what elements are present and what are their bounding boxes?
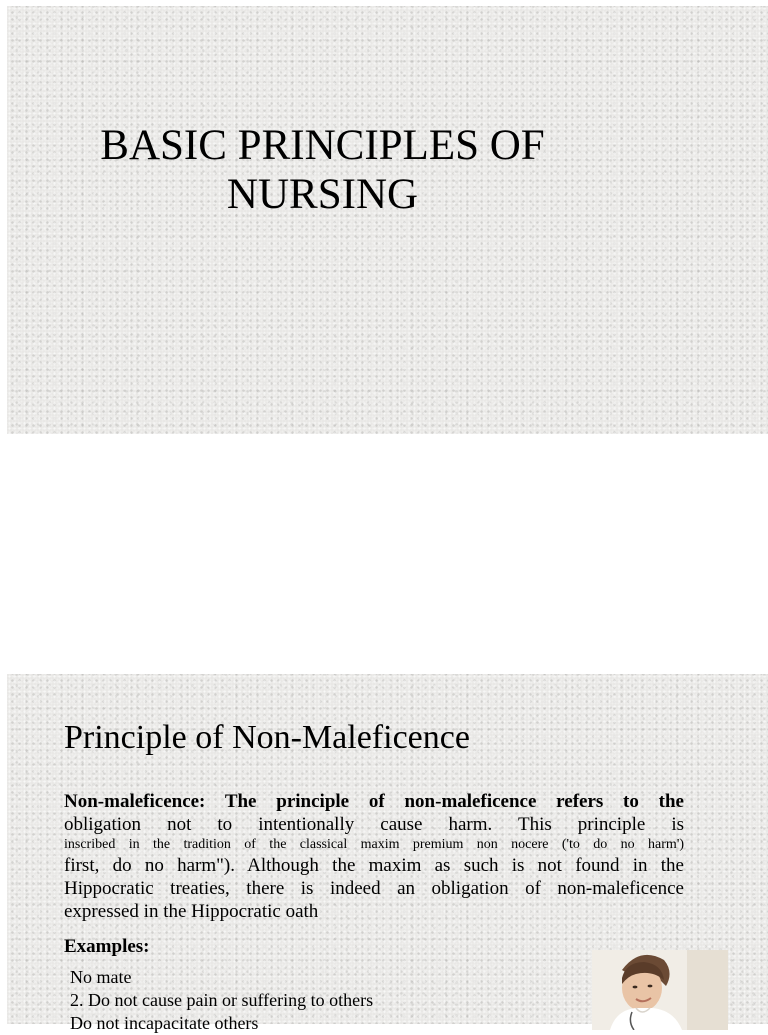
- content-slide: [7, 674, 768, 1033]
- nurse-photo: [592, 950, 728, 1030]
- paragraph-line: first, do no harm"). Although the maxim as such is not found in the: [64, 855, 684, 876]
- slide-title-line-1: BASIC PRINCIPLES OF: [100, 122, 545, 169]
- title-slide: [7, 6, 768, 434]
- list-item: No mate: [70, 967, 132, 987]
- paragraph-line: obligation not to intentionally cause harm. This principle is: [64, 814, 684, 835]
- list-item: Do not incapacitate others: [70, 1013, 259, 1033]
- slide-heading: Principle of Non-Maleficence: [64, 719, 470, 756]
- paragraph-line: expressed in the Hippocratic oath: [64, 901, 319, 922]
- slide-title-line-2: NURSING: [226, 171, 419, 218]
- paragraph-line: Hippocratic treaties, there is indeed an obligation of non-maleficence: [64, 878, 684, 899]
- list-item: 2. Do not cause pain or suffering to others: [70, 990, 374, 1010]
- examples-label: Examples:: [64, 936, 150, 957]
- definition-paragraph: [64, 790, 684, 923]
- paragraph-line-bold: Non-maleficence: The principle of non-maleficence refers to the: [64, 791, 684, 812]
- paragraph-line-small: inscribed in the tradition of the classical maxim premium non nocere ('to do no harm'): [64, 837, 684, 852]
- examples-list: [70, 966, 373, 1035]
- slide-title: [7, 121, 638, 219]
- nurse-illustration: [592, 950, 728, 1030]
